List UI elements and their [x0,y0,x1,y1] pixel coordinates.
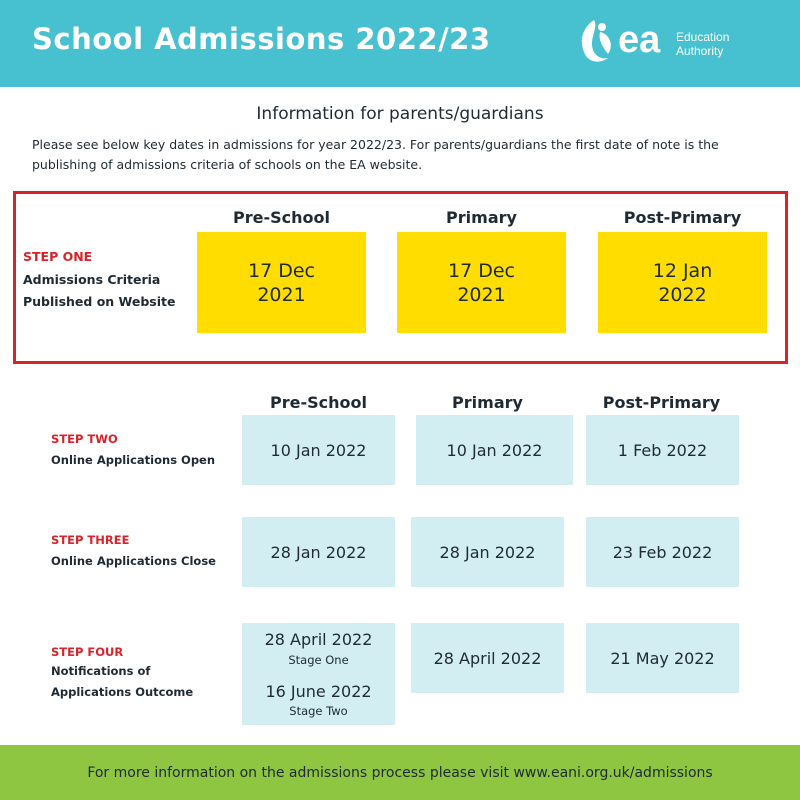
step-four-preschool-date2: 16 June 2022 [265,682,372,701]
step-four-preschool-date1: 28 April 2022 [264,630,373,649]
step-one-date-preschool [197,232,366,333]
logo-org-name [676,30,729,58]
step-two-date-preschool: 10 Jan 2022 [242,415,395,485]
step-one-header-preschool: Pre-School [233,208,330,227]
step-four-desc-line1: Notifications of [51,664,151,678]
step-three-label: STEP THREE [51,533,130,547]
date-line1: 12 Jan [652,259,713,282]
header-primary: Primary [452,393,523,412]
date-line1: 17 Dec [248,259,315,282]
page-title: School Admissions 2022/23 [32,22,491,56]
header-banner [0,0,800,87]
subtitle: Information for parents/guardians [256,104,544,124]
date-line2: 2021 [257,283,306,306]
step-four-date-preschool [242,623,395,725]
ea-leaf-logo-icon [576,18,616,64]
ea-logo [576,18,776,68]
logo-org-line2: Authority [676,44,724,58]
step-one-header-primary: Primary [446,208,517,227]
step-one-date-postprimary [598,232,767,333]
step-one-desc-line2: Published on Website [23,294,176,309]
step-four-desc-line2: Applications Outcome [51,685,194,699]
step-three-desc: Online Applications Close [51,554,216,568]
step-one-desc-line1: Admissions Criteria [23,272,161,287]
step-four-desc [51,661,193,703]
date-line1: 17 Dec [448,259,515,282]
date-line2: 2022 [658,283,707,306]
logo-org-line1: Education [676,30,730,44]
intro-text: Please see below key dates in admissions for year 2022/23. For parents/guardians the first date of note is the publishing of admissions criteria of schools on the EA website. [32,137,719,172]
step-one-desc [23,269,175,313]
footer-banner [0,745,800,800]
step-one-header-postprimary: Post-Primary [623,208,742,227]
date-line2: 2021 [457,283,506,306]
step-one-date-primary [397,232,566,333]
step-two-label: STEP TWO [51,432,118,446]
step-one-label: STEP ONE [23,249,93,264]
step-four-date-postprimary: 21 May 2022 [586,623,739,693]
header-postprimary: Post-Primary [602,393,721,412]
step-two-desc: Online Applications Open [51,453,216,467]
step-three-date-primary: 28 Jan 2022 [411,517,564,587]
logo-ea-text: ea [618,19,661,61]
footer-text: For more information on the admissions process please visit www.eani.org.uk/admissions [87,764,713,781]
step-four-preschool-stage2: Stage Two [289,704,348,718]
step-three-date-postprimary: 23 Feb 2022 [586,517,739,587]
header-preschool: Pre-School [270,393,367,412]
step-three-date-preschool: 28 Jan 2022 [242,517,395,587]
step-four-date-primary: 28 April 2022 [411,623,564,693]
step-two-date-primary: 10 Jan 2022 [416,415,573,485]
step-four-preschool-stage1: Stage One [288,653,349,667]
step-two-date-postprimary: 1 Feb 2022 [586,415,739,485]
step-four-label: STEP FOUR [51,645,124,659]
